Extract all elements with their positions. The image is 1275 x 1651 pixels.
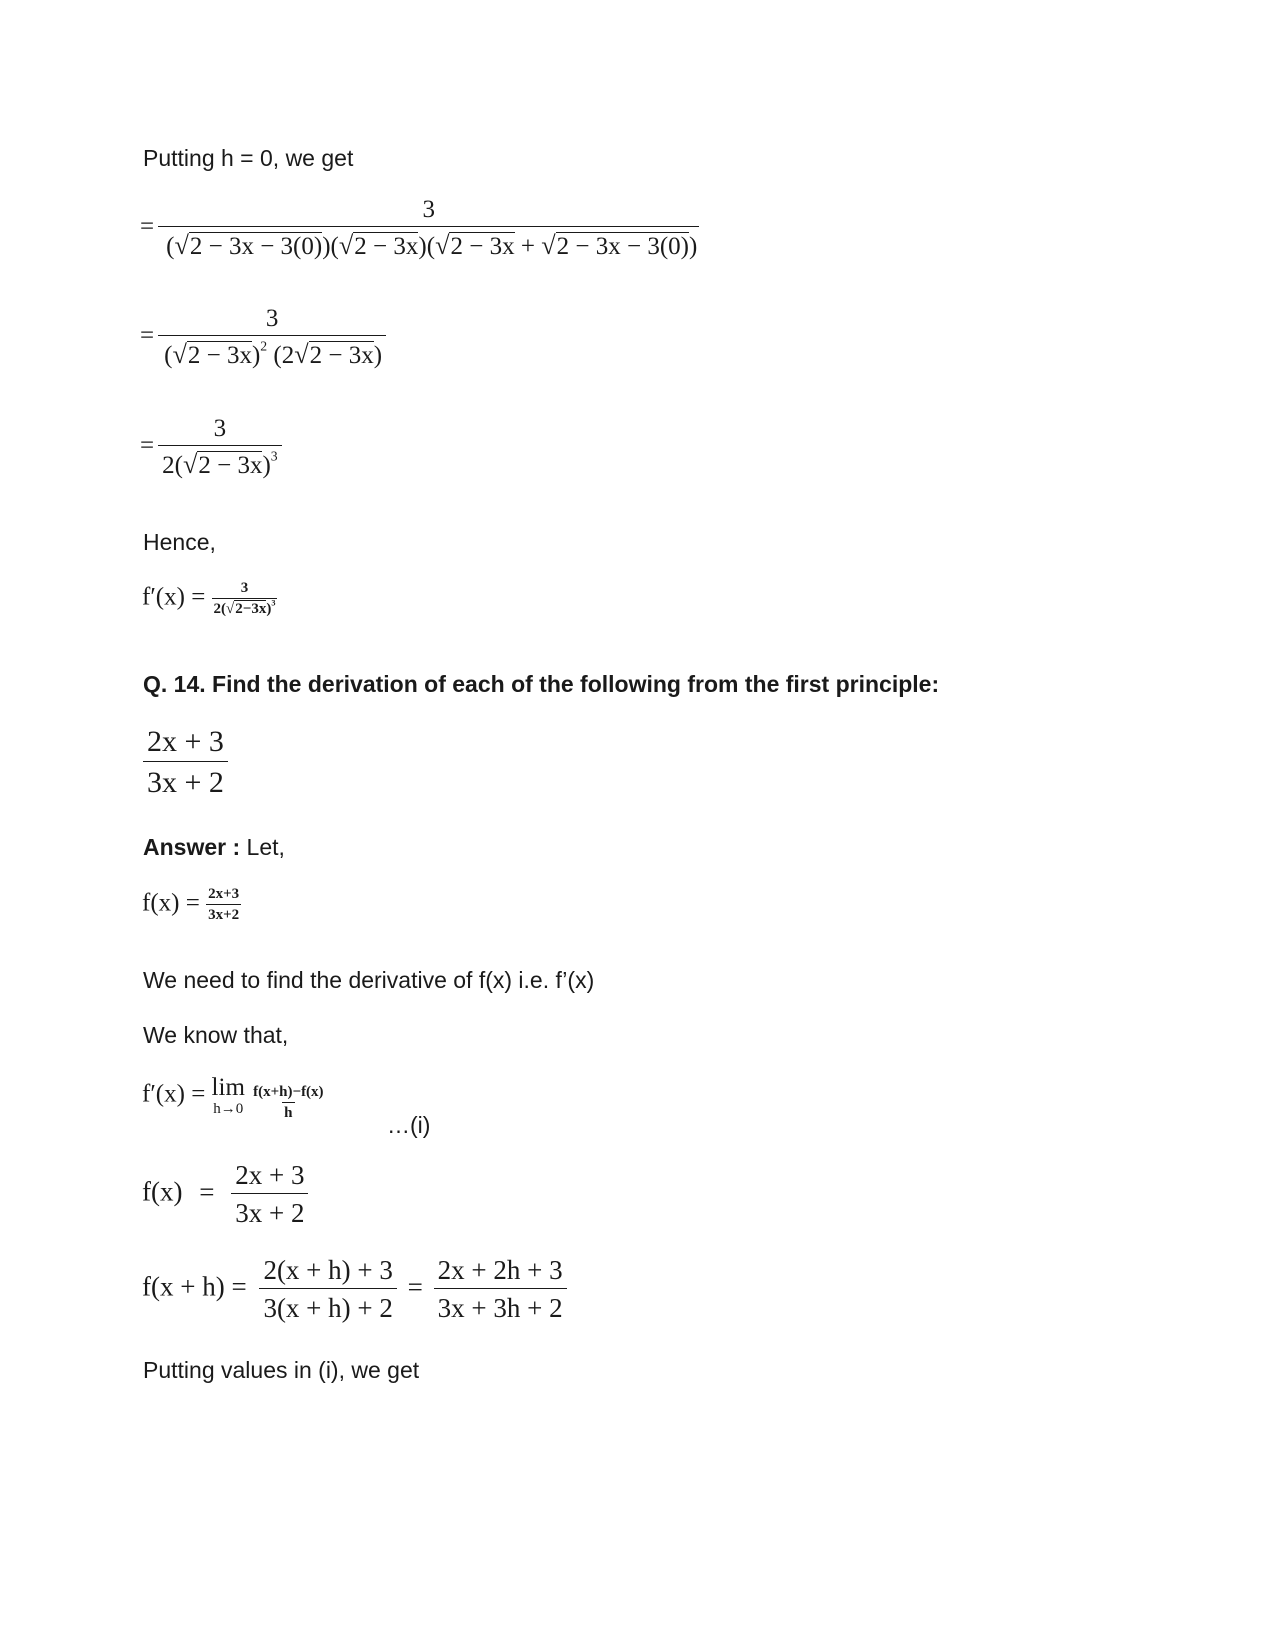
fx2-lhs: f(x) [142, 1176, 183, 1207]
fx2-numerator: 2x + 3 [235, 1160, 305, 1190]
answer-let: Let, [240, 834, 285, 860]
fxh-numerator-2: 2x + 2h + 3 [437, 1255, 563, 1285]
lim-word: lim [211, 1074, 245, 1101]
fxh-equals: = [407, 1271, 423, 1302]
answer-line [143, 834, 285, 861]
step3-numerator: 3 [213, 415, 227, 442]
fxh-numerator-1: 2(x + h) + 3 [263, 1255, 393, 1285]
equals-sign: = [140, 213, 155, 241]
equals-sign: = [140, 322, 155, 350]
fx2-denominator: 3x + 2 [231, 1193, 308, 1229]
result-lhs: f′(x) = [142, 583, 206, 611]
result-equation [142, 580, 277, 618]
fx-lhs: f(x) = [142, 889, 200, 917]
step2-equation: = $\frac{3}{(√2 - 3x)^2 (2√2 - 3x)}$ [140, 305, 386, 370]
fx-denominator: 3x+2 [206, 904, 241, 924]
equation-reference: …(i) [387, 1112, 431, 1138]
question-function [143, 725, 228, 800]
fxh-denominator-2: 3x + 3h + 2 [434, 1288, 567, 1324]
step3-equation: = $\frac{3}{2(√2 - 3x)^3}$ [140, 415, 282, 480]
result-denominator: $2(√2-3x)^3$ [213, 598, 276, 617]
fx-definition [142, 886, 241, 924]
fxh-equation [142, 1255, 567, 1324]
question-numerator: 2x + 3 [147, 725, 224, 758]
need-find-text: We need to find the derivative of f(x) i.e. f’(x) [143, 967, 595, 993]
question-heading: Q. 14. Find the derivation of each of the following from the first principle: [143, 671, 940, 697]
step2-numerator: 3 [265, 305, 279, 332]
fxh-lhs: f(x + h) = [142, 1271, 247, 1302]
equals-sign: = [140, 432, 155, 460]
fx-large-equation [142, 1160, 308, 1229]
step1-equation: = $\frac{3}{(√2 - 3x - 3(0))(√2 - 3x)(√2 - 3x + √2 - 3x - 3(0))}$ [140, 196, 698, 260]
question-denominator: 3x + 2 [143, 761, 228, 800]
putting-values-text: Putting values in (i), we get [143, 1357, 420, 1383]
result-numerator: 3 [240, 580, 249, 596]
fx2-equals: = [199, 1176, 215, 1207]
putting-h-zero-text: Putting h = 0, we get [143, 145, 354, 171]
fxh-denominator-1: 3(x + h) + 2 [259, 1288, 396, 1324]
def-lhs: f′(x) = [142, 1080, 206, 1108]
hence-text: Hence, [143, 529, 216, 555]
def-numerator: f(x+h)−f(x) [253, 1084, 324, 1101]
def-denominator: h [282, 1102, 294, 1122]
answer-label: Answer : [143, 834, 241, 860]
fx-numerator: 2x+3 [208, 886, 240, 902]
step1-numerator: 3 [422, 196, 435, 223]
derivative-definition [142, 1075, 326, 1122]
know-that-text: We know that, [143, 1022, 289, 1048]
lim-subscript: h→0 [213, 1101, 244, 1117]
